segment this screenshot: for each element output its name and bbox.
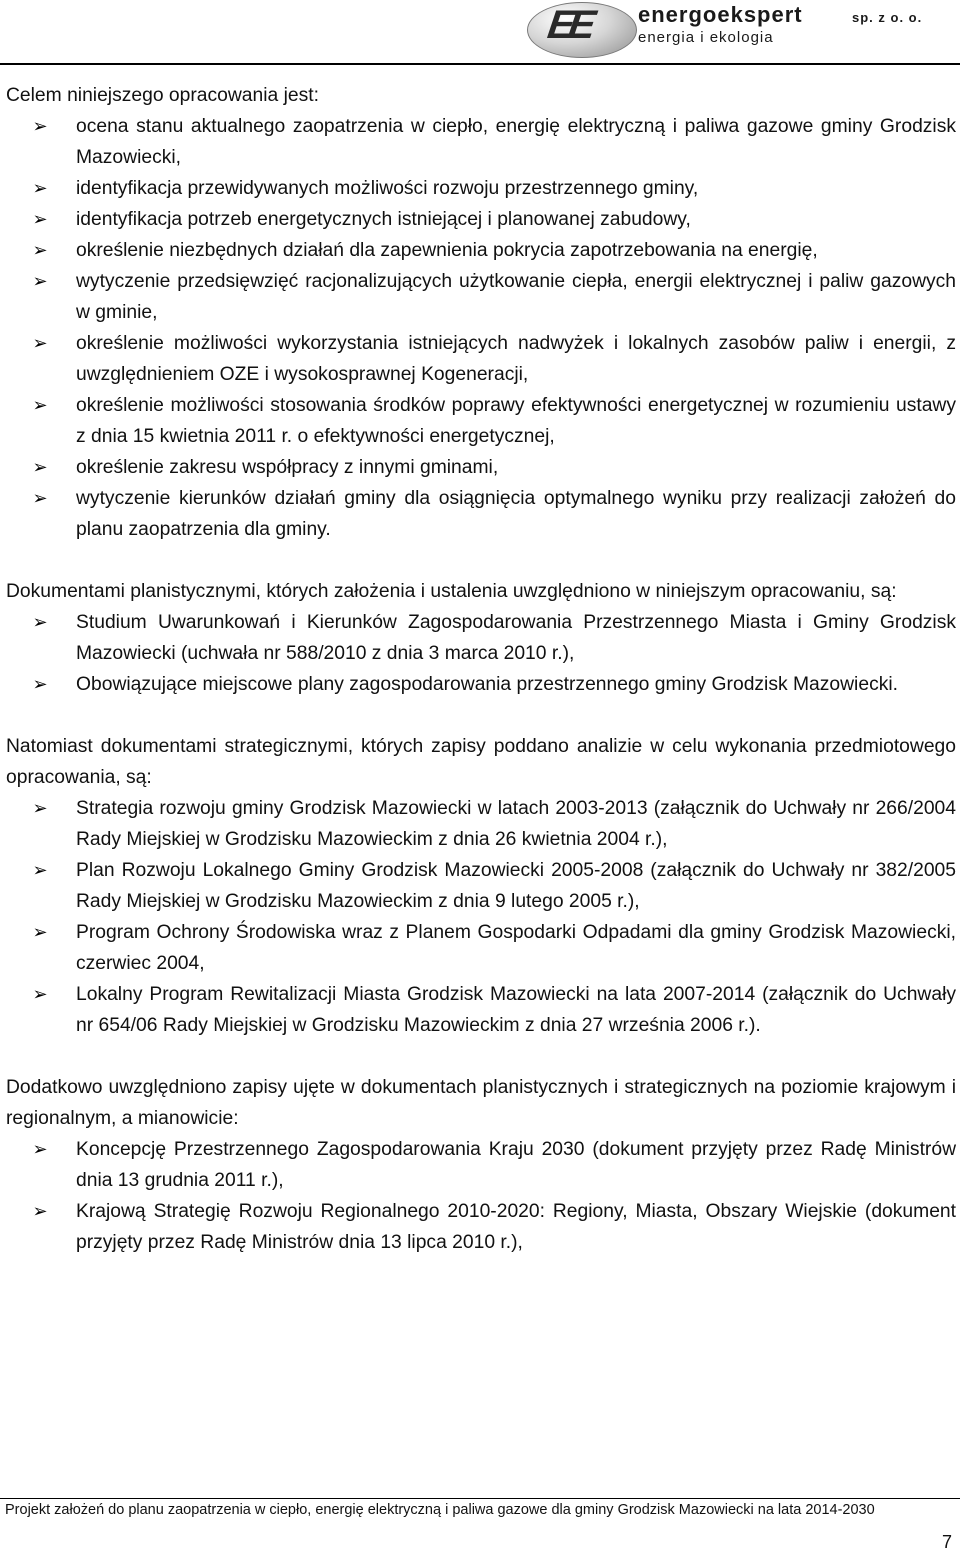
company-name: energoekspert (638, 2, 803, 27)
list-item: ➢ Program Ochrony Środowiska wraz z Planem Gospodarki Odpadami dla gminy Grodzisk Mazowiecki, czerwiec 2004, (6, 917, 956, 979)
list-item: ➢ Obowiązujące miejscowe plany zagospodarowania przestrzennego gminy Grodzisk Mazowiecki. (6, 669, 956, 700)
footer-title: Projekt założeń do planu zaopatrzenia w ciepło, energię elektryczną i paliwa gazowe dla gminy Grodzisk Mazowiecki na lata 2014-2030 (5, 1502, 875, 1518)
list-item: ➢ Krajową Strategię Rozwoju Regionalnego 2010-2020: Regiony, Miasta, Obszary Wiejskie (dokument przyjęty przez Radę Ministrów dnia 13 lipca 2010 r.), (6, 1196, 956, 1258)
arrow-bullet-icon: ➢ (32, 922, 48, 942)
list-item: ➢ określenie niezbędnych działań dla zapewnienia pokrycia zapotrzebowania na energię, (6, 235, 956, 266)
bullet-list (6, 111, 956, 545)
section-intro: Celem niniejszego opracowania jest: (6, 85, 319, 106)
list-item: ➢ identyfikacja potrzeb energetycznych istniejącej i planowanej zabudowy, (6, 204, 956, 235)
bullet-list (6, 793, 956, 1041)
arrow-bullet-icon: ➢ (32, 798, 48, 818)
list-item: ➢ wytyczenie przedsięwzięć racjonalizujących użytkowanie ciepła, energii elektrycznej i paliw gazowych w gminie, (6, 266, 956, 328)
arrow-bullet-icon: ➢ (32, 1139, 48, 1159)
bullet-list (6, 1134, 956, 1258)
arrow-bullet-icon: ➢ (32, 178, 48, 198)
document-body (6, 80, 956, 1258)
section-intro: Dokumentami planistycznymi, których założenia i ustalenia uwzględniono w niniejszym opracowaniu, są: (6, 581, 897, 602)
list-item: ➢ Plan Rozwoju Lokalnego Gminy Grodzisk Mazowiecki 2005-2008 (załącznik do Uchwały nr 382/2005 Rady Miejskiej w Grodzisku Mazowieckim z dnia 9 lutego 2005 r.), (6, 855, 956, 917)
list-item: ➢ Strategia rozwoju gminy Grodzisk Mazowiecki w latach 2003-2013 (załącznik do Uchwały nr 266/2004 Rady Miejskiej w Grodzisku Mazowieckim z dnia 26 kwietnia 2004 r.), (6, 793, 956, 855)
arrow-bullet-icon: ➢ (32, 1201, 48, 1221)
section-intro: Dodatkowo uwzględniono zapisy ujęte w dokumentach planistycznych i strategicznych na poziomie krajowym i regionalnym, a mianowicie: (6, 1077, 956, 1129)
list-item: ➢ Lokalny Program Rewitalizacji Miasta Grodzisk Mazowiecki na lata 2007-2014 (załącznik do Uchwały nr 654/06 Rady Miejskiej w Grodzisku Mazowieckim z dnia 27 września 2006 r.). (6, 979, 956, 1041)
list-item: ➢ identyfikacja przewidywanych możliwości rozwoju przestrzennego gminy, (6, 173, 956, 204)
arrow-bullet-icon: ➢ (32, 612, 48, 632)
arrow-bullet-icon: ➢ (32, 116, 48, 136)
header-rule (0, 63, 960, 65)
arrow-bullet-icon: ➢ (32, 488, 48, 508)
footer-rule (0, 1498, 960, 1499)
bullet-list (6, 607, 956, 700)
section-intro: Natomiast dokumentami strategicznymi, których zapisy poddano analizie w celu wykonania przedmiotowego opracowania, są: (6, 736, 956, 788)
logo-letters: EE (544, 3, 593, 47)
company-tagline: energia i ekologia (638, 29, 774, 46)
list-item: ➢ określenie możliwości stosowania środków poprawy efektywności energetycznej w rozumieniu ustawy z dnia 15 kwietnia 2011 r. o efektywności energetycznej, (6, 390, 956, 452)
arrow-bullet-icon: ➢ (32, 457, 48, 477)
arrow-bullet-icon: ➢ (32, 674, 48, 694)
page-number: 7 (941, 1532, 952, 1552)
list-item: ➢ ocena stanu aktualnego zaopatrzenia w ciepło, energię elektryczną i paliwa gazowe gminy Grodzisk Mazowiecki, (6, 111, 956, 173)
arrow-bullet-icon: ➢ (32, 860, 48, 880)
list-item: ➢ określenie zakresu współpracy z innymi gminami, (6, 452, 956, 483)
arrow-bullet-icon: ➢ (32, 271, 48, 291)
company-suffix: sp. z o. o. (852, 10, 923, 25)
page-header (0, 0, 960, 70)
arrow-bullet-icon: ➢ (32, 209, 48, 229)
arrow-bullet-icon: ➢ (32, 240, 48, 260)
arrow-bullet-icon: ➢ (32, 395, 48, 415)
list-item: ➢ Koncepcję Przestrzennego Zagospodarowania Kraju 2030 (dokument przyjęty przez Radę Ministrów dnia 13 grudnia 2011 r.), (6, 1134, 956, 1196)
list-item: ➢ określenie możliwości wykorzystania istniejących nadwyżek i lokalnych zasobów paliw i energii, z uwzględnieniem OZE i wysokosprawnej Kogeneracji, (6, 328, 956, 390)
list-item: ➢ Studium Uwarunkowań i Kierunków Zagospodarowania Przestrzennego Miasta i Gminy Grodzisk Mazowiecki (uchwała nr 588/2010 z dnia 3 marca 2010 r.), (6, 607, 956, 669)
arrow-bullet-icon: ➢ (32, 333, 48, 353)
list-item: ➢ wytyczenie kierunków działań gminy dla osiągnięcia optymalnego wyniku przy realizacji założeń do planu zaopatrzenia dla gminy. (6, 483, 956, 545)
arrow-bullet-icon: ➢ (32, 984, 48, 1004)
